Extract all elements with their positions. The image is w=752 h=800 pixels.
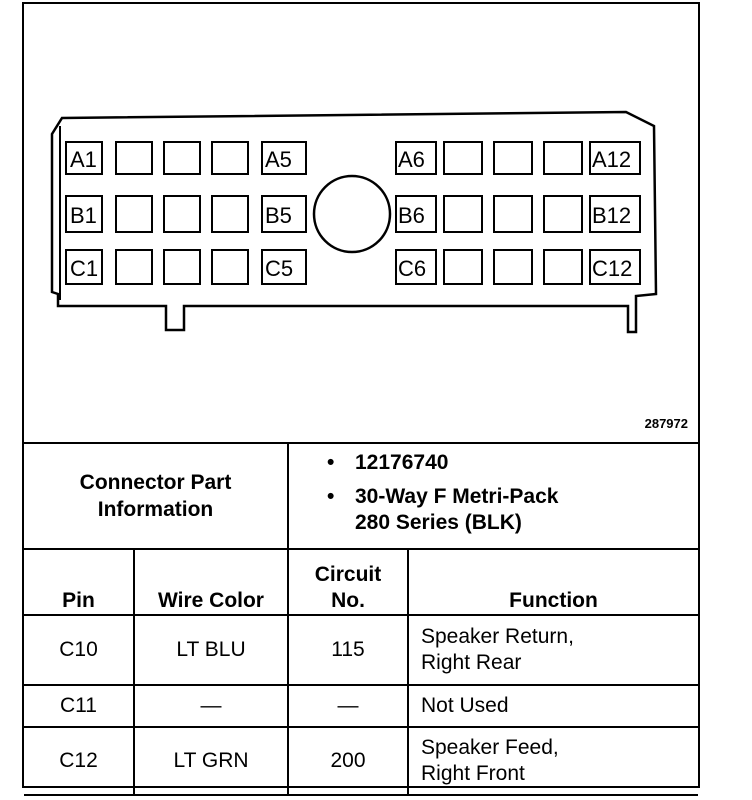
pin-label-b5: B5 [265, 203, 292, 228]
pin-label-b1: B1 [70, 203, 97, 228]
row-c-cavities [66, 250, 640, 284]
figure-number: 287972 [644, 416, 688, 431]
header-pin: Pin [24, 549, 134, 615]
connector-type: • 30-Way F Metri-Pack 280 Series (BLK) [327, 484, 698, 536]
pin-label-c12: C12 [592, 256, 633, 281]
table-row [24, 615, 698, 685]
header-circuit-no: Circuit No. [288, 549, 408, 615]
connector-part-row [24, 443, 698, 549]
connector-housing [52, 112, 656, 332]
connector-diagram [24, 4, 698, 442]
pin-label-b6: B6 [398, 203, 425, 228]
connector-part-label: Connector Part Information [24, 443, 288, 549]
function-cell: Not Used [408, 685, 698, 727]
table-row [24, 727, 698, 795]
pin-label-a6: A6 [398, 147, 425, 172]
pin-label-a12: A12 [592, 147, 632, 172]
connector-face-drawing [24, 4, 698, 442]
pin-cell: C10 [24, 615, 134, 685]
center-key-circle [314, 176, 390, 252]
figure-frame [22, 2, 700, 788]
wire-color-cell: — [134, 685, 288, 727]
function-cell: Speaker Feed, Right Front [408, 727, 698, 795]
pin-label-a5: A5 [265, 147, 292, 172]
wire-color-cell: LT GRN [134, 727, 288, 795]
pin-label-b12: B12 [592, 203, 632, 228]
pin-label-c6: C6 [398, 256, 427, 281]
pin-label-c1: C1 [70, 256, 99, 281]
wire-color-cell: LT BLU [134, 615, 288, 685]
header-wire-color: Wire Color [134, 549, 288, 615]
pin-cell: C11 [24, 685, 134, 727]
part-number: • 12176740 [327, 450, 698, 476]
pin-label-a1: A1 [70, 147, 97, 172]
circuit-cell: — [288, 685, 408, 727]
circuit-cell: 200 [288, 727, 408, 795]
function-cell: Speaker Return, Right Rear [408, 615, 698, 685]
row-a-cavities [66, 142, 640, 174]
table-header-row [24, 549, 698, 615]
connector-part-info [288, 443, 698, 549]
pin-cell: C12 [24, 727, 134, 795]
circuit-cell: 115 [288, 615, 408, 685]
header-function: Function [408, 549, 698, 615]
table-row [24, 685, 698, 727]
row-b-cavities [66, 196, 640, 232]
pin-label-c5: C5 [265, 256, 294, 281]
connector-info-table [24, 442, 698, 796]
